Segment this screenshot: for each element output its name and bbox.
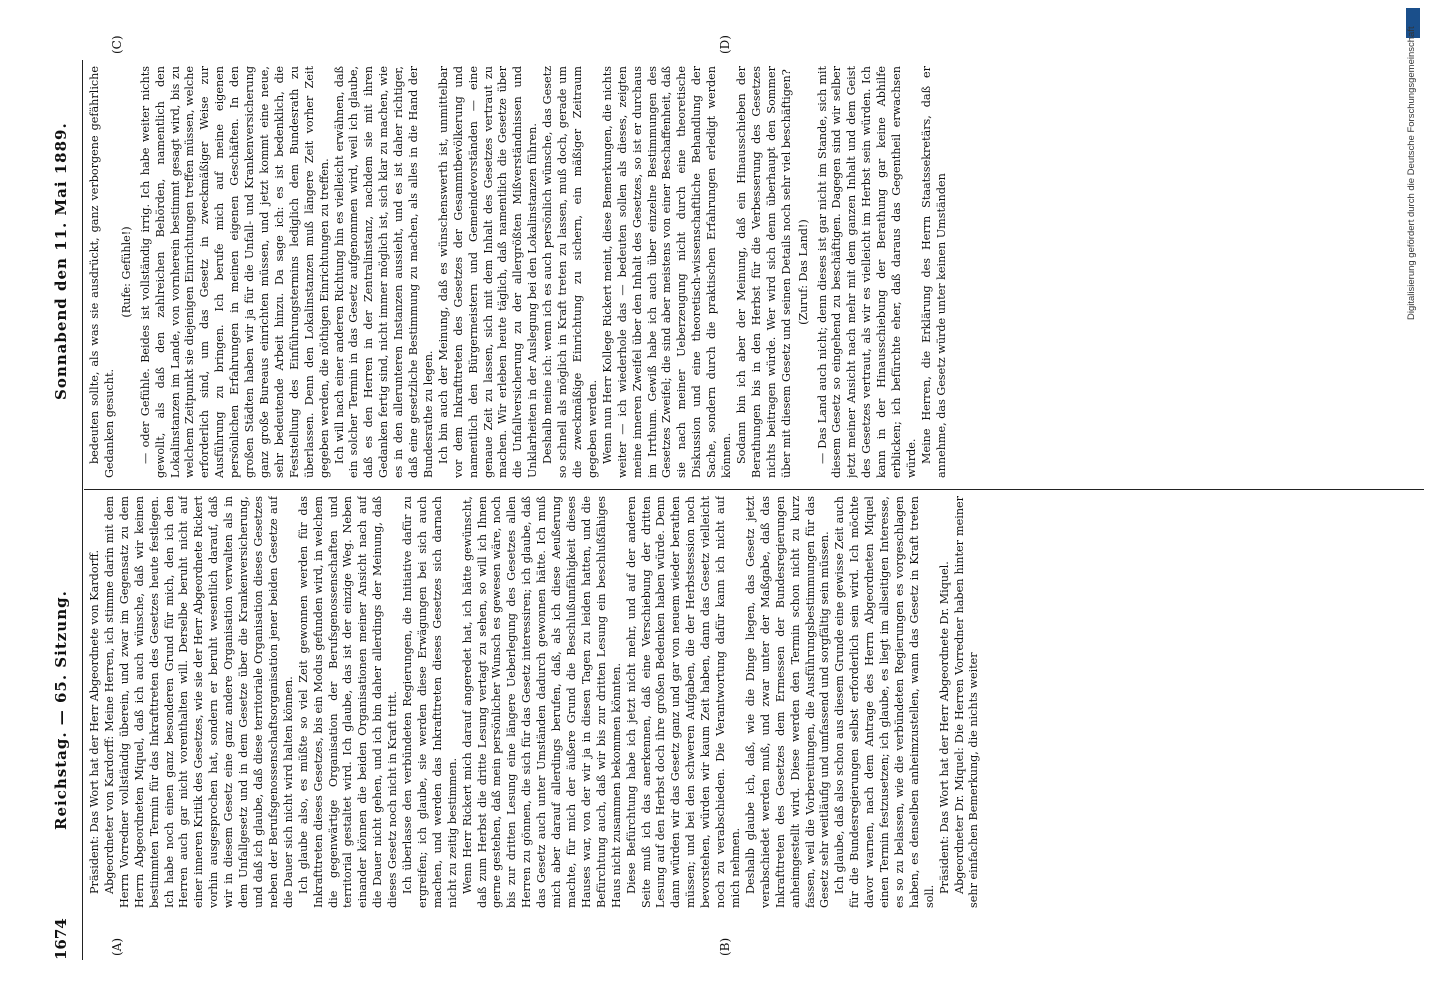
page-number: 1674 bbox=[52, 918, 70, 960]
paragraph: Präsident: Das Wort hat der Herr Abgeordnete Dr. Miquel. bbox=[937, 561, 951, 894]
digitization-sidebar bbox=[1400, 0, 1424, 1000]
paragraph: Wenn Herr Rickert mich darauf angeredet hat, ich hätte gewünscht, daß zum Herbst die dritte Lesung vertagt zu sehen, so will ich Ihnen gerne gestehen, daß mein persönlicher Wunsch es gewesen wäre, noch bis zur dritten Lesung eine längere Ueberlegung des Gesetzes allen Herren zu gönnen, die sich für das Gesetz interessiren; ich glaube, daß das Gesetz auch unter Umständen dadurch gewonnen hätte. Ich muß mich aber darauf allerdings berufen, daß, als ich diese Aeußerung machte, für mich der äußere Grund die Beschlußunfähigkeit dieses Hauses war, von der wir ja in diesen Tagen zu leiden hatten, und die Befürchtung auch, daß wir bis zur dritten Lesung ein beschlußfähiges Haus nicht zusammen bekommen könnten. bbox=[460, 496, 623, 908]
margin-marker-b: (B) bbox=[718, 937, 732, 956]
interjection: (Zuruf: Das Land!) bbox=[796, 219, 810, 325]
paragraph: Deshalb meine ich: wenn ich es auch persönlich wünsche, das Gesetz so schnell als möglich in Kraft treten zu lassen, muß doch, gerade um die zweckmäßige Einrichtung zu sichern, ein mäßiger Zeitraum gegeben werden. bbox=[541, 66, 599, 478]
paragraph: Abgeordneter von Kardorff: Meine Herren, ich stimme darin mit dem Herrn Vorredner vollständig überein, und zwar im Gegensatz zu dem Herrn Abgeordneten Miquel, daß ich auch wünsche, daß wir keinen bestimmten Termin für das Inkrafttreten des Gesetzes heute festlegen. Ich habe noch einen ganz besonderen Grund für mich, den ich den Herren auch gar nicht vorenthalten will. Derselbe beruht nicht auf einer inneren Kritik des Gesetzes, wie sie der Herr Abgeordnete Rickert vorhin ausgesprochen hat, sondern er beruht wesentlich darauf, daß wir in diesem Gesetz eine ganz andere Organisation verwalten als in dem Unfallgesetz und in dem Gesetze über die Krankenversicherung, und daß ich glaube, daß diese territoriale Organisation dieses Gesetzes neben der Berufsgenossenschaftsorganisation jener beiden Gesetze auf die Dauer sich nicht wird halten können. bbox=[102, 496, 295, 908]
digitization-credit: Digitalisierung gefördert durch die Deutsche Forschungsgemeinschaft bbox=[1406, 26, 1417, 320]
interjection: (Rufe: Gefühle!) bbox=[119, 226, 133, 318]
paragraph: — oder Gefühle. Beides ist vollständig irrig. Ich habe weiter nichts gewollt, als daß den zahlreichen Behörden, namentlich den Lokalinstanzen im Lande, von vornherein bestimmt gesagt wird, bis zu welchem Zeitpunkt sie diejenigen Einrichtungen treffen müssen, welche erforderlich sind, um das Gesetz in zweckmäßiger Weise zur Ausführung zu bringen. Ich berufe mich auf meine eigenen persönlichen Erfahrungen in meinen eigenen Geschäften. In den großen Städten haben wir ja für die Unfall- und Krankenversicherung ganz große Bureaus einrichten müssen, und jetzt kommt eine neue, sehr bedeutende Arbeit hinzu. Da sage ich: es ist bedenklich, die Feststellung des Einführungstermins lediglich dem Bundesrath zu überlassen. Denn den Lokalinstanzen muß längere Zeit vorher Zeit gegeben werden, die nöthigen Einrichtungen zu treffen. bbox=[138, 66, 331, 478]
paragraph: bedeuten sollte, als was sie ausdrückt, ganz verborgene gefährliche Gedanken gesucht. bbox=[88, 66, 116, 478]
column-divider bbox=[84, 489, 1424, 490]
paragraph: Ich will nach einer anderen Richtung hin es vielleicht erwähnen, daß ein solcher Termin in das Gesetz aufgenommen wird, weil ich glaube, daß es den Herren in der Zentralinstanz, nachdem sie mit ihren Gedanken fertig sind, nicht immer möglich ist, sich klar zu machen, wie es in den allerunteren Instanzen aussieht, und es ist daher richtiger, daß eine gesetzliche Bestimmung zu machen, als alles in die Hand der Bundesrathe zu legen. bbox=[332, 66, 435, 478]
margin-marker-c: (C) bbox=[110, 35, 124, 54]
paragraph: Ich glaube, daß also schon aus diesem Grunde eine gewisse Zeit auch für die Bundesregierungen selbst erforderlich sein wird. Ich möchte davor warnen, nach dem Antrage des Herrn Abgeordneten Miquel einen Termin festzusetzen; ich glaube, es liegt im allseitigen Interesse, es so zu belassen, wie die verbündeten Regierungen es vorgeschlagen haben, es denselben anheimzustellen, wann das Gesetz in Kraft treten soll. bbox=[833, 496, 936, 908]
running-title-left: Reichstag. — 65. Sitzung. bbox=[52, 590, 70, 830]
paragraph: Sodann bin ich aber der Meinung, daß ein Hinausschieben der Berathungen bis in den Herbst für die Verbesserung des Gesetzes nichts beitragen würde. Wer wird sich denn überhaupt den Sommer über mit diesem Gesetz und seinen Details noch sehr viel beschäftigen? bbox=[734, 66, 793, 478]
page-header bbox=[52, 60, 78, 960]
paragraph: Ich glaube also, es müßte so viel Zeit gewonnen werden für das Inkrafttreten dieses Gesetzes, bis ein Modus gefunden wird, in welchem die gegenwärtige Organisation der Berufsgenossenschaften und territorial gestaltet wird. Ich glaube, das ist der einzige Weg. Neben einander können die beiden Organisationen meiner Ansicht nach auf die Dauer nicht gehen, und ich bin daher allerdings der Meinung, daß dieses Gesetz noch nicht in Kraft tritt. bbox=[296, 496, 400, 908]
paragraph: Diese Befürchtung habe ich jetzt nicht mehr, und auf der anderen Seite muß ich das anerkennen, daß eine Verschiebung der dritten Lesung auf den Herbst doch ihre großen Bedenken haben würde. Denn dann würden wir das Gesetz ganz und gar von neuem wieder berathen müssen; und bei den schweren Aufgaben, die der Herbstsession noch bevorstehen, würden wir kaum Zeit haben, dann das Gesetz vielleicht noch zu verabschieden. Die Verantwortung dafür kann ich nicht auf mich nehmen. bbox=[624, 496, 742, 908]
paragraph: Wenn nun Herr Kollege Rickert meint, diese Bemerkungen, die nichts weiter — ich wiederhole das — bedeuten sollen als dieses, zeigten meine inneren Zweifel über den Inhalt des Gesetzes, so ist er durchaus im Irrthum. Gewiß habe ich auch über einzelne Bestimmungen des Gesetzes Zweifel; die sind aber meistens von einer Beschaffenheit, daß sie nach meiner Ueberzeugung nicht durch eine theoretische Diskussion und eine theoretisch-wissenschaftliche Behandlung der Sache, sondern durch die praktischen Erfahrungen erledigt werden können. bbox=[600, 66, 734, 478]
paragraph: Abgeordneter Dr. Miquel: Die Herren Vorredner haben hinter meiner sehr einfachen Bemerkung, die nichts weiter bbox=[952, 496, 981, 908]
header-rule bbox=[82, 60, 83, 960]
paragraph: Präsident: Das Wort hat der Herr Abgeordnete von Kardorff. bbox=[88, 549, 101, 894]
margin-marker-a: (A) bbox=[110, 937, 124, 956]
paragraph: Meine Herren, die Erklärung des Herrn Staatssekretärs, daß er annehme, das Gesetz würde unter keinen Umständen bbox=[919, 66, 948, 478]
paragraph: Ich bin auch der Meinung, daß es wünschenswerth ist, unmittelbar vor dem Inkrafttreten des Gesetzes der Gesammtbevölkerung und namentlich den Bürgermeistern und Gemeindevorständen — eine genaue Zeit zu lassen, sich mit dem Inhalt des Gesetzes vertraut zu machen. Wir erleben heute täglich, daß namentlich die Gesetze über die Unfallversicherung zu der allergrößten Mißverständnissen und Unklarheiten in der Auslegung bei den Lokalinstanzen führen. bbox=[436, 66, 540, 478]
margin-marker-d: (D) bbox=[718, 35, 732, 54]
running-title-right: Sonnabend den 11. Mai 1889. bbox=[52, 122, 70, 400]
text-column-left bbox=[88, 496, 1418, 908]
text-column-right bbox=[88, 66, 1418, 478]
paragraph: — Das Land auch nicht; denn dieses ist gar nicht im Stande, sich mit diesem Gesetz so eingehend zu beschäftigen. Dagegen sind wir selber jetzt meiner Ansicht nach mehr mit dem ganzen Inhalt und dem Geist des Gesetzes vertraut, als wir es vielleicht im Herbst sein würden. Ich kann in der Hinausschiebung der Berathung gar keine Abhilfe erblicken; ich befürchte eher, daß daraus das Gegentheil erwachsen würde. bbox=[815, 66, 918, 478]
paragraph: Ich überlasse den verbündeten Regierungen, die Initiative dafür zu ergreifen; ich glaube, sie werden diese Erwägungen bei sich auch machen, und werden das Inkrafttreten dieses Gesetzes sich darnach nicht zu zeitig bestimmen. bbox=[401, 496, 459, 908]
paragraph: Deshalb glaube ich, daß, wie die Dinge liegen, das Gesetz jetzt verabschiedet werden muß, und zwar unter der Maßgabe, daß das Inkrafttreten des Gesetzes dem Ermessen der Bundesregierungen anheimgestellt wird. Diese werden den Termin schon nicht zu kurz fassen, weil die Vorbereitungen, die Ausführungsbestimmungen für das Gesetz sehr weitläufig und umfassend und sorgfältig sein müssen. bbox=[743, 496, 832, 908]
